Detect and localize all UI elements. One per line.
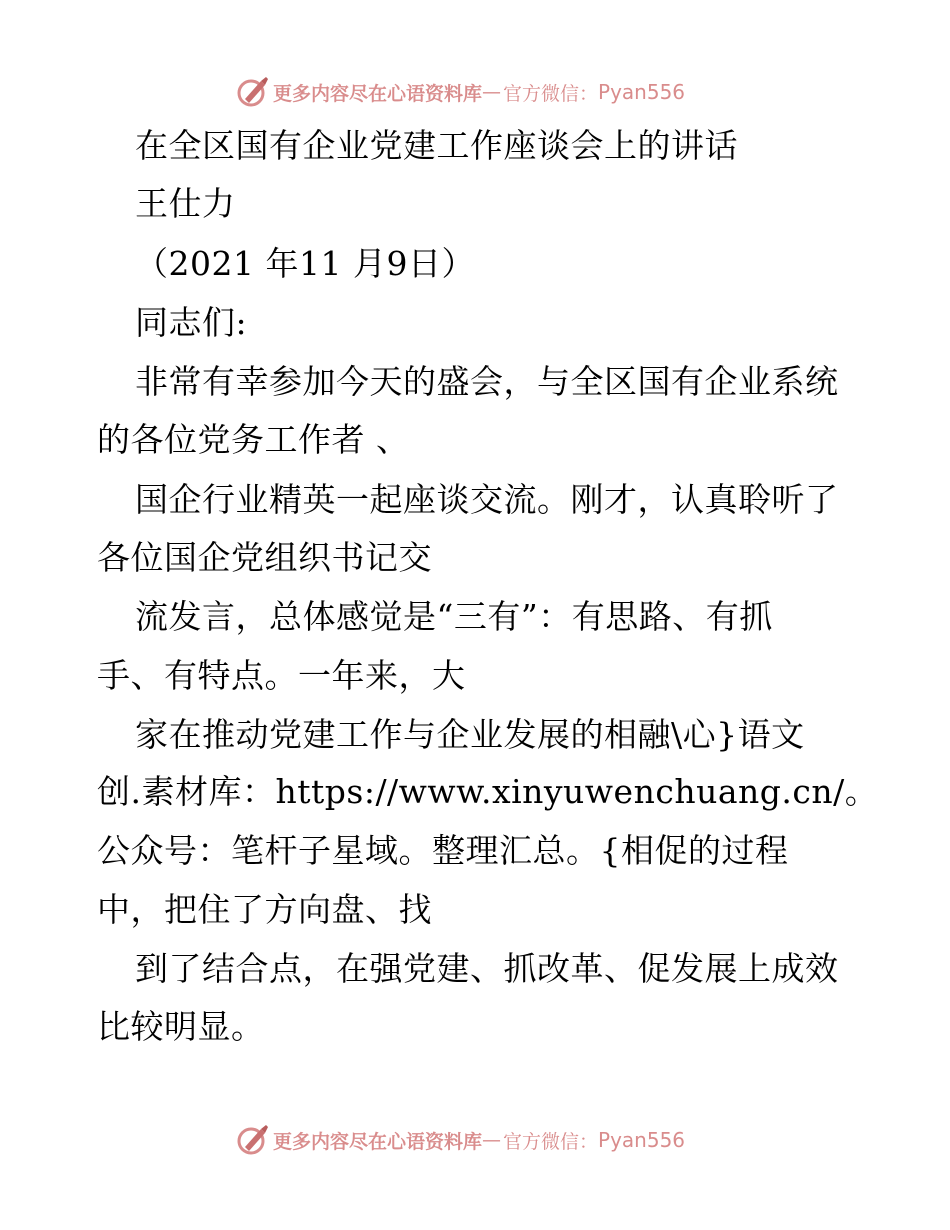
paragraph-line: 各位国企党组织书记交 [97,538,432,577]
paragraph-line: 流发言，总体感觉是“三有”：有思路、有抓 [135,597,773,636]
paragraph-line: 家在推动党建工作与企业发展的相融\心}语文 [135,715,805,754]
document-greeting: 同志们: [135,303,248,342]
watermark-wechat-label: 官方微信： [503,82,599,105]
paragraph-line: 公众号：笔杆子星域。整理汇总。{相促的过程 [97,831,789,870]
document-author: 王仕力 [135,184,236,223]
footer-watermark [235,1120,685,1160]
paragraph-line: 国企行业精英一起座谈交流。刚才，认真聆听了 [135,480,839,519]
document-title: 在全区国有企业党建工作座谈会上的讲话 [135,126,738,165]
watermark-dash: — [482,81,502,103]
paragraph-line: 比较明显。 [97,1007,265,1046]
pen-nib-logo-icon [235,1123,269,1157]
watermark-dash: — [482,1129,502,1151]
paragraph-line: 中，把住了方向盘、找 [97,890,432,929]
paragraph-line: 创.素材库：https://www.xinyuwenchuang.cn/。 [97,772,879,811]
watermark-text: 更多内容尽在心语资料库 [273,82,483,105]
document-date: （2021 年11 月9日） [135,244,475,283]
paragraph-line: 的各位党务工作者 、 [97,420,410,459]
paragraph-line: 到了结合点，在强党建、抓改革、促发展上成效 [135,949,839,988]
paragraph-line: 手、有特点。一年来，大 [97,656,466,695]
paragraph-line: 非常有幸参加今天的盛会，与全区国有企业系统 [135,362,839,401]
pen-nib-logo-icon [235,75,269,109]
watermark-wechat-id: Pyan556 [598,80,686,104]
header-watermark [235,72,685,112]
watermark-text: 更多内容尽在心语资料库 [273,1130,483,1153]
watermark-wechat-label: 官方微信： [503,1130,599,1153]
watermark-wechat-id: Pyan556 [598,1128,686,1152]
